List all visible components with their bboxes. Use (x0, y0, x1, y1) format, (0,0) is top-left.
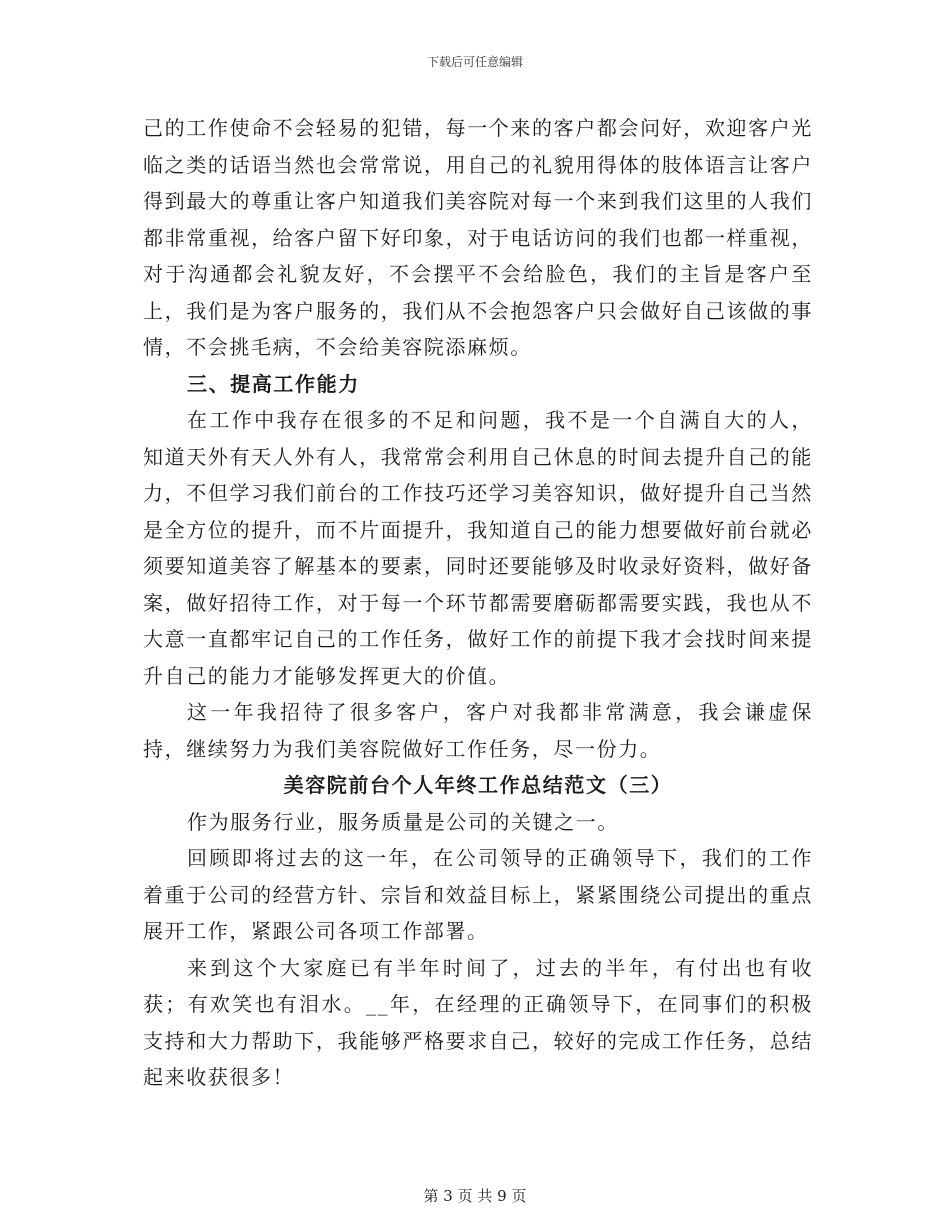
paragraph: 来到这个大家庭已有半年时间了，过去的半年，有付出也有收获；有欢笑也有泪水。__年，在经理的正确领导下，在同事们的积极支持和大力帮助下，我能够严格要求自己，较好的完成工作任务，总结起来收获很多！ (143, 955, 813, 1089)
paragraph: 回顾即将过去的这一年，在公司领导的正确领导下，我们的工作着重于公司的经营方针、宗旨和效益目标上，紧紧围绕公司提出的重点展开工作，紧跟公司各项工作部署。 (143, 846, 813, 943)
page-header: 下载后可任意编辑 (426, 55, 523, 69)
paragraph: 在工作中我存在很多的不足和问题，我不是一个自满自大的人，知道天外有天人外有人，我常常会利用自己休息的时间去提升自己的能力，不但学习我们前台的工作技巧还学习美容知识，做好提升自己当然是全方位的提升，而不片面提升，我知道自己的能力想要做好前台就必须要知道美容了解基本的要素，同时还要能够及时收录好资料，做好备案，做好招待工作，对于每一个环节都需要磨砺都需要实践，我也从不大意一直都牢记自己的工作任务，做好工作的前提下我才会找时间来提升自己的能力才能够发挥更大的价值。 (143, 408, 813, 688)
page-footer: 第 3 页 共 9 页 (423, 1187, 527, 1205)
document-title: 美容院前台个人年终工作总结范文（三） (283, 773, 673, 797)
paragraph-continued: 己的工作使命不会轻易的犯错，每一个来的客户都会问好，欢迎客户光临之类的话语当然也会常常说，用自己的礼貌用得体的肢体语言让客户得到最大的尊重让客户知道我们美容院对每一个来到我们这里的人我们都非常重视，给客户留下好印象，对于电话访问的我们也都一样重视，对于沟通都会礼貌友好，不会摆平不会给脸色，我们的主旨是客户至上，我们是为客户服务的，我们从不会抱怨客户只会做好自己该做的事情，不会挑毛病，不会给美容院添麻烦。 (143, 116, 813, 359)
section-heading: 三、提高工作能力 (187, 371, 360, 396)
paragraph: 这一年我招待了很多客户，客户对我都非常满意，我会谦虚保持，继续努力为我们美容院做好工作任务，尽一份力。 (143, 700, 813, 761)
paragraph: 作为服务行业，服务质量是公司的关键之一。 (187, 809, 619, 834)
document-body (143, 110, 813, 1096)
